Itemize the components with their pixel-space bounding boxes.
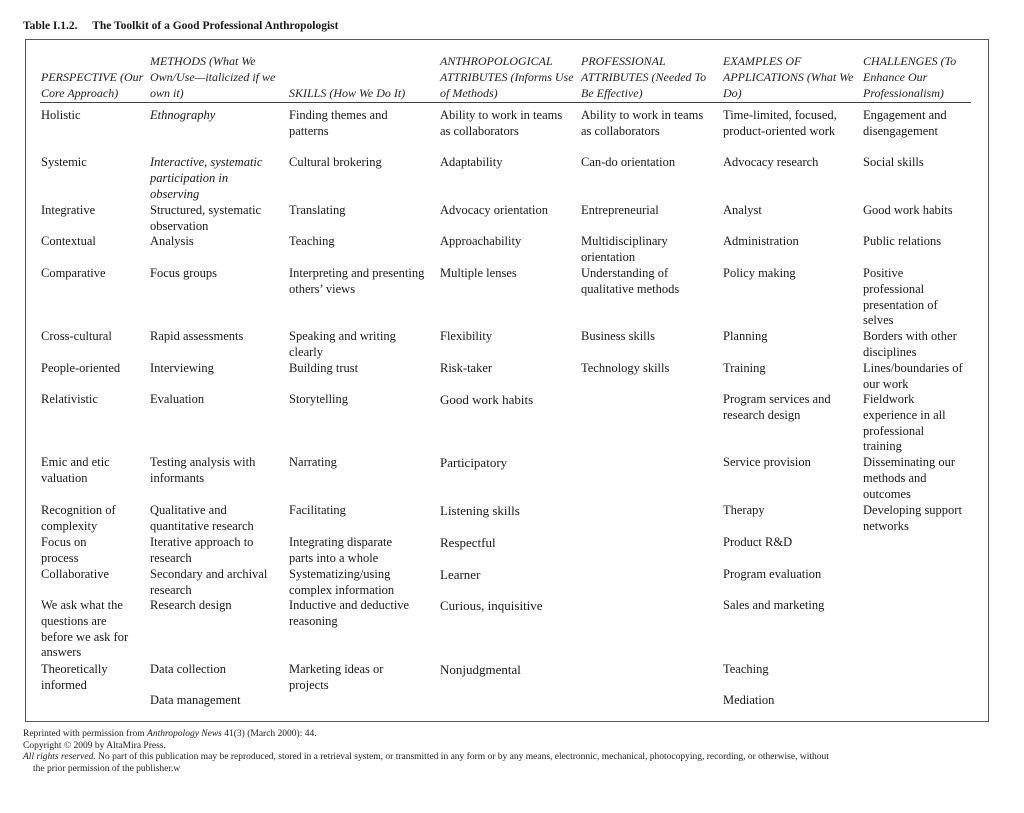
table-cell: Recognition of complexity (41, 503, 116, 533)
header-applications: EXAMPLES OF APPLICATIONS (What We Do) (723, 54, 854, 100)
table-cell: Qualitative and quantitative research (150, 503, 254, 533)
table-cell: Training (723, 361, 766, 375)
table-cell: Holistic (41, 108, 81, 122)
table-cell: Marketing ideas or projects (289, 662, 384, 692)
table-cell: Secondary and archival research (150, 567, 268, 597)
table-cell: Interviewing (150, 361, 214, 375)
table-cell: Good work habits (863, 203, 953, 217)
table-cell: Adaptability (440, 155, 503, 169)
table-cell: Ability to work in teams as collaborators (440, 108, 563, 138)
table-frame (25, 39, 989, 722)
reprint-suffix: 41(3) (March 2000): 44. (224, 729, 317, 739)
table-cell: Administration (723, 234, 799, 248)
table-cell: Inductive and deductive reasoning (289, 598, 410, 628)
table-title (23, 20, 338, 32)
table-cell: Listening skills (440, 503, 520, 518)
table-cell: Narrating (289, 455, 337, 469)
table-cell: Theoretically informed (41, 662, 108, 692)
table-cell: Flexibility (440, 329, 493, 343)
table-cell: Planning (723, 329, 768, 343)
table-cell: Ability to work in teams as collaborators (581, 108, 704, 138)
table-cell: Teaching (289, 234, 335, 248)
table-footer (23, 729, 1003, 775)
table-cell: Focus groups (150, 266, 218, 280)
table-cell: Multidisciplinary orientation (581, 234, 668, 264)
table-cell: Technology skills (581, 361, 670, 375)
table-cell: Business skills (581, 329, 655, 343)
table-cell: Understanding of qualitative methods (581, 266, 680, 296)
table-cell: Product R&D (723, 535, 793, 549)
header-methods: METHODS (What We Own/Use—italicized if we own it) (150, 54, 276, 100)
table-cell: Teaching (723, 662, 769, 676)
table-cell: Program services and research design (723, 392, 831, 422)
table-cell: Good work habits (440, 392, 534, 407)
table-cell: Social skills (863, 155, 924, 169)
table-heading: The Toolkit of a Good Professional Anthropologist (92, 20, 339, 32)
table-cell: Interpreting and presenting others’ views (289, 266, 425, 296)
reprint-note (23, 729, 1003, 741)
table-cell: Integrative (41, 203, 96, 217)
table-cell: Comparative (41, 266, 106, 280)
table-cell: Disseminating our methods and outcomes (863, 455, 956, 501)
table-cell: Public relations (863, 234, 942, 248)
table-cell: Can-do orientation (581, 155, 676, 169)
copyright-note: Copyright © 2009 by AltaMira Press. (23, 740, 166, 751)
table-cell: Advocacy orientation (440, 203, 548, 217)
table-cell: Analysis (150, 234, 194, 248)
table-cell: Contextual (41, 234, 96, 248)
table-cell: Iterative approach to research (150, 535, 254, 565)
table-cell: Testing analysis with informants (150, 455, 256, 485)
table-cell: Evaluation (150, 392, 205, 406)
table-cell: Building trust (289, 361, 359, 375)
table-cell: Translating (289, 203, 346, 217)
header-perspective: PERSPECTIVE (Our Core Approach) (41, 70, 144, 100)
rights-note (23, 752, 1003, 764)
header-professional-attributes: PROFESSIONAL ATTRIBUTES (Needed To Be Effective) (581, 54, 707, 100)
table-cell: Research design (150, 598, 232, 612)
table-cell: Lines/boundaries of our work (863, 361, 963, 391)
rights-text: No part of this publication may be reproduced, stored in a retrieval system, or transmitted in any form or by any means, electronnic, mechanical, photocopying, recording, or otherwise, without (98, 752, 829, 762)
table-cell: Emic and etic valuation (41, 455, 110, 485)
table-cell: Systemic (41, 155, 87, 169)
table-cell: Curious, inquisitive (440, 598, 543, 613)
reprint-prefix: Reprinted with permission from (23, 729, 145, 739)
table-cell: Analyst (723, 203, 762, 217)
table-cell: Respectful (440, 535, 496, 550)
table-cell: Positive professional presentation of selves (863, 266, 938, 328)
table-cell: Cultural brokering (289, 155, 382, 169)
table-cell: Policy making (723, 266, 796, 280)
table-cell: Approachability (440, 234, 522, 248)
table-cell: Multiple lenses (440, 266, 517, 280)
table-cell: Ethnography (150, 108, 216, 122)
table-label: Table I.1.2. (23, 20, 78, 32)
table-cell: Advocacy research (723, 155, 819, 169)
table-cell: Risk-taker (440, 361, 493, 375)
header-anthropological-attributes: ANTHROPOLOGICAL ATTRIBUTES (Informs Use of Methods) (440, 54, 574, 100)
header-divider (40, 102, 971, 103)
table-cell: Interactive, systematic participation in observing (150, 155, 263, 201)
header-skills: SKILLS (How We Do It) (289, 86, 406, 100)
table-cell: Therapy (723, 503, 765, 517)
table-cell: Data collection (150, 662, 227, 676)
table-cell: Entrepreneurial (581, 203, 659, 217)
table-cell: Time-limited, focused, product-oriented work (723, 108, 837, 138)
table-cell: Program evaluation (723, 567, 822, 581)
table-cell: We ask what the questions are before we ask for answers (41, 598, 129, 660)
rights-label: All rights reserved. (23, 752, 96, 762)
table-cell: Learner (440, 567, 481, 582)
table-cell: Focus on process (41, 535, 87, 565)
table-cell: Speaking and writing clearly (289, 329, 396, 359)
table-cell: Storytelling (289, 392, 349, 406)
table-cell: Data management (150, 693, 241, 707)
table-cell: Rapid assessments (150, 329, 244, 343)
header-challenges: CHALLENGES (To Enhance Our Professionalism) (863, 54, 957, 100)
table-cell: Borders with other disciplines (863, 329, 957, 359)
table-cell: Facilitating (289, 503, 346, 517)
table-cell: Cross-cultural (41, 329, 112, 343)
rights-note-continued: the prior permission of the publisher.w (33, 763, 181, 774)
table-cell: Nonjudgmental (440, 662, 521, 677)
table-cell: Structured, systematic observation (150, 203, 262, 233)
table-cell: Service provision (723, 455, 811, 469)
table-cell: Participatory (440, 455, 508, 470)
table-cell: Integrating disparate parts into a whole (289, 535, 393, 565)
table-cell: Sales and marketing (723, 598, 825, 612)
table-cell: People-oriented (41, 361, 121, 375)
reprint-source: Anthropology News (147, 729, 222, 739)
table-cell: Mediation (723, 693, 775, 707)
table-cell: Collaborative (41, 567, 110, 581)
table-cell: Relativistic (41, 392, 98, 406)
table-cell: Finding themes and patterns (289, 108, 388, 138)
table-cell: Systematizing/using complex information (289, 567, 395, 597)
table-cell: Fieldwork experience in all professional training (863, 392, 946, 454)
table-cell: Engagement and disengagement (863, 108, 947, 138)
table-cell: Developing support networks (863, 503, 962, 533)
